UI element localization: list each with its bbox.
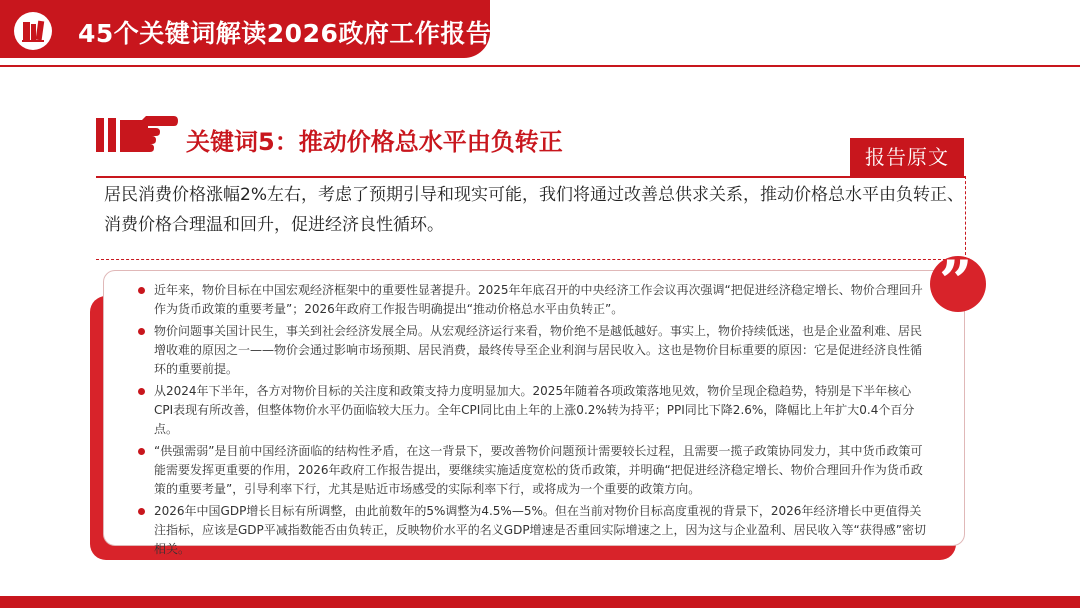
quote-mark-glyph: ”: [939, 248, 973, 316]
analysis-list: [104, 271, 964, 559]
bullet-dot-icon: [138, 508, 145, 515]
list-item-text: 从2024年下半年，各方对物价目标的关注度和政策支持力度明显加大。2025年随着各项政策落地见效，物价呈现企稳趋势，特别是下半年核心CPI表现有所改善，但整体物价水平仍面临较大压力。全年CPI同比由上年的上涨0.2%转为持平；PPI同比下降2.6%，降幅比上年扩大0.4个百分点。: [154, 384, 915, 436]
quote-mark-icon: [930, 248, 986, 316]
list-item: [140, 502, 928, 559]
list-item-text: “供强需弱”是目前中国经济面临的结构性矛盾，在这一背景下，要改善物价问题预计需要较长过程，且需要一揽子政策协同发力，其中货币政策可能需要发挥更重要的作用，2026年政府工作报告提出，要继续实施适度宽松的货币政策，并明确“把促进经济稳定增长、物价合理回升作为货币政策的重要考量”，引导利率下行，尤其是贴近市场感受的实际利率下行，或将成为一个重要的政策方向。: [154, 444, 923, 496]
pointing-hand-icon: [96, 114, 178, 160]
book-stack-icon: [14, 12, 52, 50]
bullet-dot-icon: [138, 287, 145, 294]
list-item-text: 物价问题事关国计民生，事关到社会经济发展全局。从宏观经济运行来看，物价绝不是越低越好。事实上，物价持续低迷，也是企业盈利难、居民增收难的原因之一——物价会通过影响市场预期、居民消费，最终传导至企业利润与居民收入。这也是物价目标重要的原因：它是促进经济良性循环的重要前提。: [154, 324, 923, 376]
list-item-text: 近年来，物价目标在中国宏观经济框架中的重要性显著提升。2025年年底召开的中央经济工作会议再次强调“把促进经济稳定增长、物价合理回升作为货币政策的重要考量”；2026年政府工作报告明确提出“推动价格总水平由负转正”。: [154, 283, 923, 316]
list-item: [140, 281, 928, 319]
bullet-dot-icon: [138, 328, 145, 335]
list-item-text: 2026年中国GDP增长目标有所调整，由此前数年的5%调整为4.5%—5%。但在当前对物价目标高度重视的背景下，2026年经济增长中更值得关注指标，应该是GDP平减指数能否由负转正，反映物价水平的名义GDP增速是否重回实际增速之上，因为这与企业盈利、居民收入等“获得感”密切相关。: [154, 504, 926, 556]
analysis-card: [103, 270, 965, 556]
header-banner: [0, 0, 490, 58]
list-item: [140, 442, 928, 499]
list-item: [140, 382, 928, 439]
header-divider: [0, 65, 1080, 67]
box-top-border: [96, 176, 965, 178]
bullet-dot-icon: [138, 388, 145, 395]
report-original-tag: 报告原文: [850, 138, 964, 176]
footer-bar: [0, 596, 1080, 608]
page-title: 45个关键词解读2026政府工作报告: [78, 19, 492, 48]
bullet-dot-icon: [138, 448, 145, 455]
list-item: [140, 322, 928, 379]
keyword-heading: 关键词5：推动价格总水平由负转正: [186, 128, 563, 156]
report-original-text: 居民消费价格涨幅2%左右，考虑了预期引导和现实可能，我们将通过改善总供求关系，推动价格总水平由负转正、消费价格合理温和回升，促进经济良性循环。: [104, 185, 964, 235]
